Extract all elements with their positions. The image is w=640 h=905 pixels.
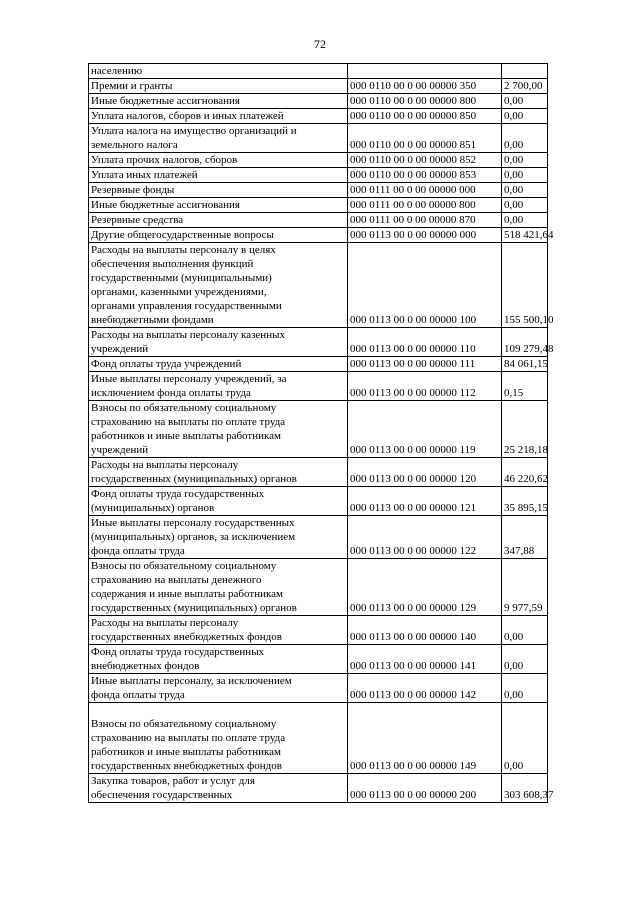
budget-code-cell: 000 0113 00 0 00 00000 112 [348, 372, 502, 401]
amount-cell: 303 608,37 [502, 774, 548, 803]
expense-name-cell [89, 401, 348, 458]
budget-code-cell: 000 0113 00 0 00 00000 000 [348, 228, 502, 243]
budget-code-cell [348, 64, 502, 79]
budget-code-cell: 000 0113 00 0 00 00000 149 [348, 703, 502, 774]
expense-name-line: земельного налога [91, 139, 178, 151]
table-row [89, 674, 548, 703]
expense-name-line: органами управления государственными [91, 300, 282, 312]
expense-name-line: учреждений [91, 444, 149, 456]
table-row [89, 487, 548, 516]
amount-cell: 9 977,59 [502, 559, 548, 616]
budget-code-cell: 000 0110 00 0 00 00000 852 [348, 153, 502, 168]
expense-name-line: Уплата прочих налогов, сборов [91, 154, 238, 166]
expense-name-line: фонда оплаты труда [91, 545, 185, 557]
expense-name-cell [89, 153, 348, 168]
table-row [89, 616, 548, 645]
expense-name-line: исключением фонда оплаты труда [91, 387, 251, 399]
amount-cell: 0,00 [502, 213, 548, 228]
expense-name-cell [89, 168, 348, 183]
table-row [89, 516, 548, 559]
expense-name-cell [89, 64, 348, 79]
expense-name-line: государственных внебюджетных фондов [91, 631, 282, 643]
amount-cell: 518 421,64 [502, 228, 548, 243]
amount-cell: 109 279,48 [502, 328, 548, 357]
expense-name-line: государственных (муниципальных) органов [91, 473, 297, 485]
expense-name-line: страхованию на выплаты по оплате труда [91, 416, 286, 428]
expense-name-line: Резервные средства [91, 214, 184, 226]
budget-code-cell: 000 0110 00 0 00 00000 800 [348, 94, 502, 109]
budget-code-cell: 000 0110 00 0 00 00000 350 [348, 79, 502, 94]
budget-code-cell: 000 0111 00 0 00 00000 000 [348, 183, 502, 198]
budget-code-cell: 000 0110 00 0 00 00000 850 [348, 109, 502, 124]
amount-cell: 0,00 [502, 703, 548, 774]
expense-name-line: государственных внебюджетных фондов [91, 760, 282, 772]
budget-code-cell: 000 0113 00 0 00 00000 142 [348, 674, 502, 703]
expense-name-line: Взносы по обязательному социальному [91, 560, 277, 572]
table-row [89, 109, 548, 124]
expense-name-cell [89, 243, 348, 328]
table-row [89, 228, 548, 243]
expense-name-line: страхованию на выплаты по оплате труда [91, 732, 286, 744]
amount-cell: 0,00 [502, 198, 548, 213]
amount-cell: 0,00 [502, 645, 548, 674]
expense-name-cell [89, 198, 348, 213]
expense-name-line: Фонд оплаты труда государственных [91, 646, 265, 658]
expense-name-line: Расходы на выплаты персоналу [91, 459, 239, 471]
expense-name-line: Фонд оплаты труда государственных [91, 488, 265, 500]
budget-code-cell: 000 0113 00 0 00 00000 200 [348, 774, 502, 803]
budget-table [88, 63, 554, 803]
expense-name-line: страхованию на выплаты денежного [91, 574, 262, 586]
expense-name-line: фонда оплаты труда [91, 689, 185, 701]
expense-name-cell [89, 183, 348, 198]
expense-name-line: внебюджетными фондами [91, 314, 214, 326]
table-row [89, 94, 548, 109]
table-row [89, 79, 548, 94]
table-row [89, 243, 548, 328]
amount-cell: 25 218,18 [502, 401, 548, 458]
amount-cell: 35 895,15 [502, 487, 548, 516]
amount-cell: 0,00 [502, 94, 548, 109]
expense-name-line [91, 703, 345, 717]
budget-code-cell: 000 0113 00 0 00 00000 122 [348, 516, 502, 559]
expense-name-line: внебюджетных фондов [91, 660, 200, 672]
table-row [89, 153, 548, 168]
expense-name-cell [89, 645, 348, 674]
table-row [89, 458, 548, 487]
table-row [89, 703, 548, 774]
table-row [89, 372, 548, 401]
expense-name-cell [89, 516, 348, 559]
budget-code-cell: 000 0113 00 0 00 00000 129 [348, 559, 502, 616]
table-row [89, 401, 548, 458]
expense-name-line: работников и иные выплаты работникам [91, 746, 282, 758]
expense-name-line: Иные бюджетные ассигнования [91, 199, 240, 211]
expense-name-line: (муниципальных) органов [91, 502, 215, 514]
budget-code-cell: 000 0113 00 0 00 00000 140 [348, 616, 502, 645]
expense-name-line: Расходы на выплаты персоналу в целях [91, 244, 276, 256]
amount-cell: 0,15 [502, 372, 548, 401]
table-row [89, 328, 548, 357]
budget-code-cell: 000 0110 00 0 00 00000 851 [348, 124, 502, 153]
expense-name-line: государственных (муниципальных) органов [91, 602, 297, 614]
expense-name-line: Иные выплаты персоналу государственных [91, 517, 295, 529]
expense-name-cell [89, 703, 348, 774]
expense-name-line: обеспечения выполнения функций [91, 258, 254, 270]
budget-code-cell: 000 0113 00 0 00 00000 121 [348, 487, 502, 516]
budget-code-cell: 000 0111 00 0 00 00000 800 [348, 198, 502, 213]
expense-name-cell [89, 674, 348, 703]
table-row [89, 64, 548, 79]
page-number: 72 [314, 37, 326, 51]
expense-name-cell [89, 487, 348, 516]
budget-code-cell: 000 0111 00 0 00 00000 870 [348, 213, 502, 228]
amount-cell: 0,00 [502, 109, 548, 124]
expense-name-cell [89, 228, 348, 243]
expense-name-line: Уплата иных платежей [91, 169, 198, 181]
amount-cell: 0,00 [502, 124, 548, 153]
expense-name-cell [89, 109, 348, 124]
expense-name-line: Резервные фонды [91, 184, 175, 196]
budget-code-cell: 000 0113 00 0 00 00000 119 [348, 401, 502, 458]
table-row [89, 168, 548, 183]
amount-cell [502, 64, 548, 79]
expense-name-line: (муниципальных) органов, за исключением [91, 531, 296, 543]
expense-name-line: Расходы на выплаты персоналу казенных [91, 329, 285, 341]
table-row [89, 645, 548, 674]
expense-name-cell [89, 458, 348, 487]
table-row [89, 183, 548, 198]
expense-name-cell [89, 357, 348, 372]
amount-cell: 155 500,10 [502, 243, 548, 328]
expense-name-cell [89, 213, 348, 228]
budget-code-cell: 000 0113 00 0 00 00000 141 [348, 645, 502, 674]
expense-name-line: Иные бюджетные ассигнования [91, 95, 240, 107]
table-row [89, 124, 548, 153]
table-row [89, 213, 548, 228]
amount-cell: 2 700,00 [502, 79, 548, 94]
expense-name-cell [89, 372, 348, 401]
expense-name-line: Расходы на выплаты персоналу [91, 617, 239, 629]
expense-name-line: Другие общегосударственные вопросы [91, 229, 274, 241]
expense-name-cell [89, 328, 348, 357]
expense-name-cell [89, 79, 348, 94]
expense-name-line: населению [91, 65, 143, 77]
budget-code-cell: 000 0113 00 0 00 00000 100 [348, 243, 502, 328]
table-row [89, 559, 548, 616]
expense-name-line: Закупка товаров, работ и услуг для [91, 775, 255, 787]
amount-cell: 0,00 [502, 616, 548, 645]
expense-name-line: работников и иные выплаты работникам [91, 430, 282, 442]
budget-table-body [89, 64, 554, 803]
amount-cell: 347,88 [502, 516, 548, 559]
budget-code-cell: 000 0113 00 0 00 00000 111 [348, 357, 502, 372]
amount-cell: 0,00 [502, 153, 548, 168]
expense-name-line: Иные выплаты персоналу, за исключением [91, 675, 292, 687]
expense-name-cell [89, 774, 348, 803]
expense-name-line: Уплата налога на имущество организаций и [91, 125, 297, 137]
expense-name-line: учреждений [91, 343, 149, 355]
budget-code-cell: 000 0110 00 0 00 00000 853 [348, 168, 502, 183]
expense-name-line: Фонд оплаты труда учреждений [91, 358, 242, 370]
expense-name-line: содержания и иные выплаты работникам [91, 588, 283, 600]
budget-code-cell: 000 0113 00 0 00 00000 120 [348, 458, 502, 487]
expense-name-line: государственными (муниципальными) [91, 272, 272, 284]
expense-name-line: Взносы по обязательному социальному [91, 718, 277, 730]
expense-name-line: Иные выплаты персоналу учреждений, за [91, 373, 287, 385]
budget-code-cell: 000 0113 00 0 00 00000 110 [348, 328, 502, 357]
expense-name-cell [89, 559, 348, 616]
expense-name-line: Премии и гранты [91, 80, 173, 92]
amount-cell: 0,00 [502, 168, 548, 183]
expense-name-line: обеспечения государственных [91, 789, 233, 801]
expense-name-line: Уплата налогов, сборов и иных платежей [91, 110, 284, 122]
expense-name-line: органами, казенными учреждениями, [91, 286, 267, 298]
amount-cell: 46 220,62 [502, 458, 548, 487]
expense-name-cell [89, 616, 348, 645]
table-row [89, 774, 548, 803]
table-row [89, 198, 548, 213]
expense-name-line: Взносы по обязательному социальному [91, 402, 277, 414]
expense-name-cell [89, 124, 348, 153]
amount-cell: 84 061,15 [502, 357, 548, 372]
amount-cell: 0,00 [502, 183, 548, 198]
table-row [89, 357, 548, 372]
expense-name-cell [89, 94, 348, 109]
amount-cell: 0,00 [502, 674, 548, 703]
